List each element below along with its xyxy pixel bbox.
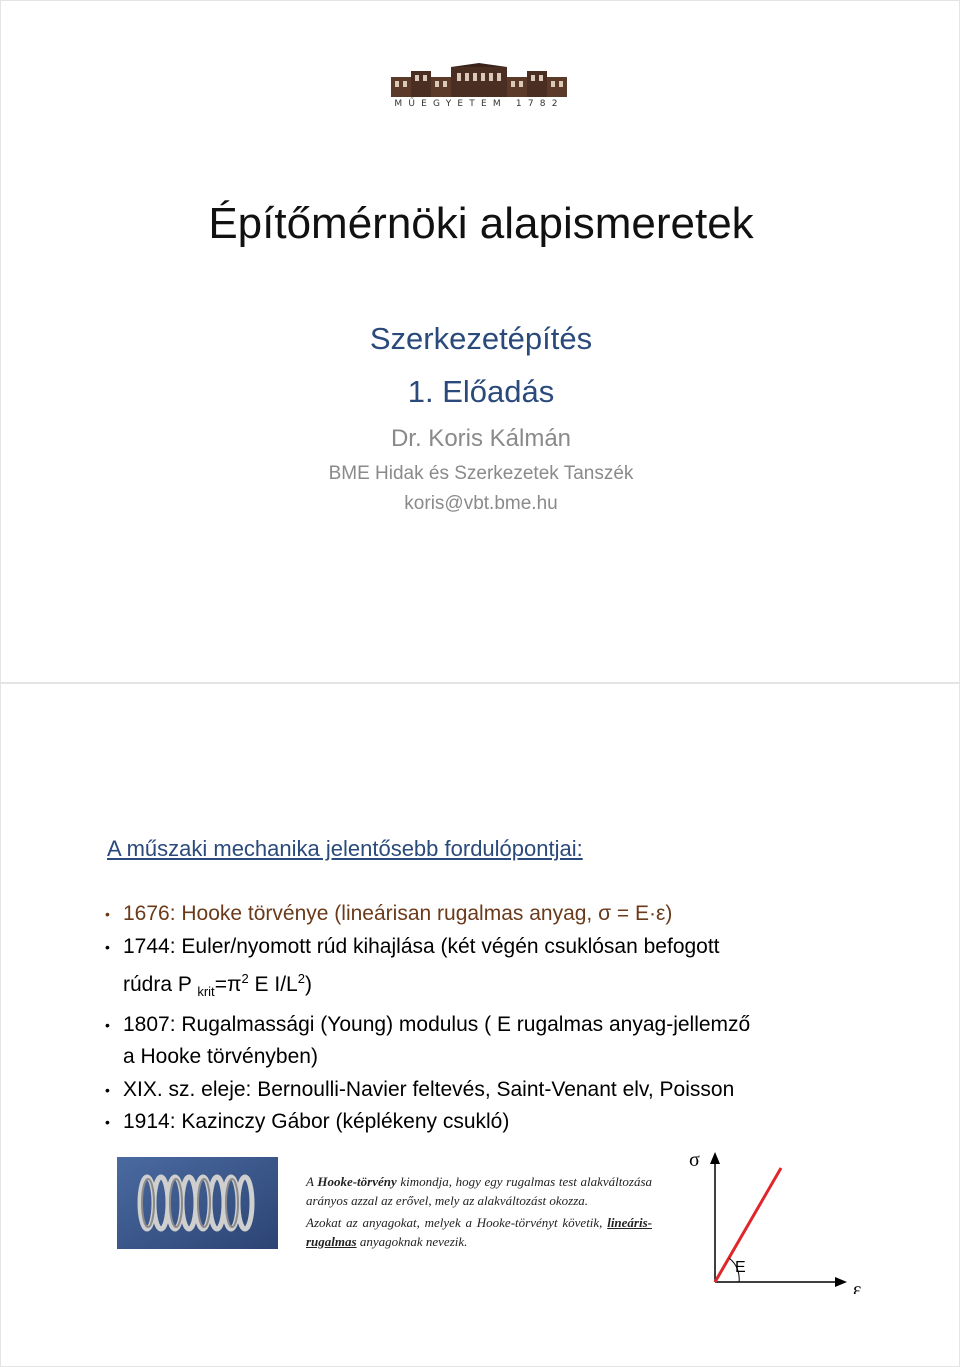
list-item: • 1676: Hooke törvénye (lineárisan rugalmas anyag, σ = E·ε): [105, 902, 673, 925]
bme-logo: [391, 63, 567, 111]
list-item: • 1807: Rugalmassági (Young) modulus ( E rugalmas anyag-jellemző a Hooke törvényben): [105, 1012, 751, 1069]
subject-title: Szerkezetépítés: [369, 321, 593, 356]
stress-strain-graph: [681, 1144, 881, 1294]
content-slide: [0, 683, 960, 1367]
department: BME Hidak és Szerkezetek Tanszék: [328, 463, 634, 484]
page-title: Építőmérnöki alapismeretek: [208, 199, 754, 248]
list-item: • 1744: Euler/nyomott rúd kihajlása (két végén csuklósan befogott rúdra P $_{krit}=\pi^2$ E $I/L^2$): [105, 934, 720, 1000]
title-slide: [0, 0, 960, 683]
milestone-list: [105, 898, 750, 1139]
list-item: • XIX. sz. eleje: Bernoulli-Navier feltevés, Saint-Venant elv, Poisson: [105, 1077, 735, 1101]
y-axis-label: σ: [689, 1149, 700, 1171]
building-icon: [391, 63, 567, 97]
spring-image: [117, 1157, 278, 1249]
list-item: • 1914: Kazinczy Gábor (képlékeny csukló): [105, 1110, 510, 1134]
slide-heading: A műszaki mechanika jelentősebb fordulópontjai:: [107, 836, 583, 861]
logo-wordmark: MŰEGYETEM 1782: [394, 99, 564, 109]
x-axis-label: ε: [853, 1279, 862, 1294]
author-name: Dr. Koris Kálmán: [390, 425, 572, 452]
modulus-label: E: [735, 1259, 746, 1276]
lecture-number: 1. Előadás: [407, 374, 555, 409]
hooke-line: [715, 1168, 781, 1282]
hooke-definition: A Hooke-törvény kimondja, hogy egy rugalmas test alakváltozása arányos azzal az erővel, mely az alakváltozást okozza. Azokat az anyagokat, melyek a Hooke-törvényt követik, lineáris-rugalmas anyagoknak nevezik.: [306, 1174, 652, 1249]
author-email: koris@vbt.bme.hu: [404, 493, 558, 514]
